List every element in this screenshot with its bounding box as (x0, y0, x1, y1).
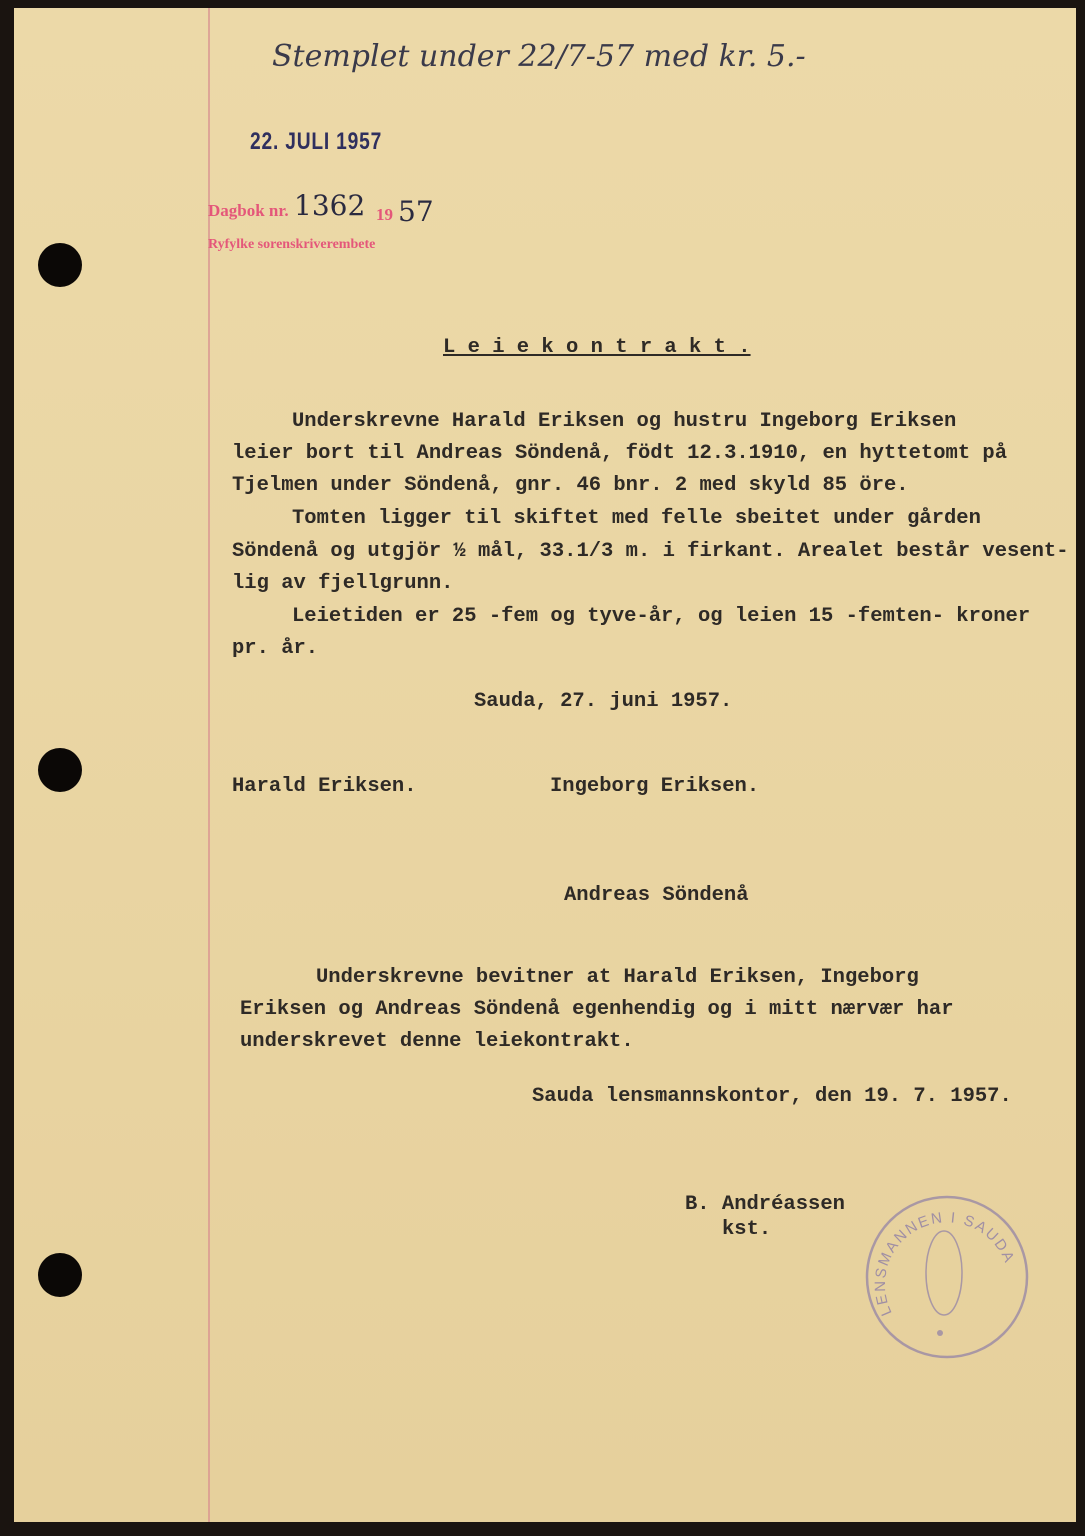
body-line: lig av fjellgrunn. (232, 572, 454, 595)
signature-harald: Harald Eriksen. (232, 775, 417, 798)
body-line: Tomten ligger til skiftet med felle sbeitet under gården (292, 507, 981, 530)
signature-andreas: Andreas Söndenå (564, 884, 749, 907)
body-line: leier bort til Andreas Söndenå, födt 12.3.1910, en hyttetomt på (232, 442, 1008, 465)
body-line: Tjelmen under Söndenå, gnr. 46 bnr. 2 med skyld 85 öre. (232, 474, 909, 497)
document-title: L e i e k o n t r a k t . (443, 336, 751, 359)
punch-hole (38, 243, 82, 287)
handwritten-note: Stemplet under 22/7-57 med kr. 5.- (272, 39, 806, 74)
journal-number: 1362 (294, 189, 366, 222)
journal-office: Ryfylke sorenskriverembete (208, 237, 376, 252)
witness-place-date: Sauda lensmannskontor, den 19. 7. 1957. (532, 1085, 1012, 1108)
journal-year-prefix: 19 (376, 205, 393, 224)
svg-text:LENSMANNEN I SAUDA (872, 1209, 1018, 1318)
body-line: Söndenå og utgjör ½ mål, 33.1/3 m. i firkant. Arealet består vesent- (232, 540, 1069, 563)
witness-line: Underskrevne bevitner at Harald Eriksen, Ingeborg (316, 966, 919, 989)
journal-year: 57 (398, 195, 434, 228)
official-title: kst. (722, 1218, 772, 1241)
signature-ingeborg: Ingeborg Eriksen. (550, 775, 760, 798)
official-seal (862, 1193, 1032, 1361)
punch-hole (38, 1253, 82, 1297)
witness-line: underskrevet denne leiekontrakt. (240, 1030, 634, 1053)
date-stamp: 22. JULI 1957 (250, 128, 383, 155)
body-line: pr. år. (232, 637, 319, 660)
punch-hole (38, 748, 82, 792)
body-line: Underskrevne Harald Eriksen og hustru Ingeborg Eriksen (292, 410, 957, 433)
official-name: B. Andréassen (685, 1193, 845, 1216)
seal-text: LENSMANNEN I SAUDA (871, 1209, 1019, 1319)
margin-line (208, 8, 210, 1522)
witness-line: Eriksen og Andreas Söndenå egenhendig og i mitt nærvær har (240, 998, 954, 1021)
body-line: Leietiden er 25 -fem og tyve-år, og leien 15 -femten- kroner (292, 605, 1031, 628)
coat-of-arms-icon (926, 1231, 962, 1315)
place-date: Sauda, 27. juni 1957. (474, 690, 733, 713)
journal-label: Dagbok nr. (208, 201, 289, 220)
